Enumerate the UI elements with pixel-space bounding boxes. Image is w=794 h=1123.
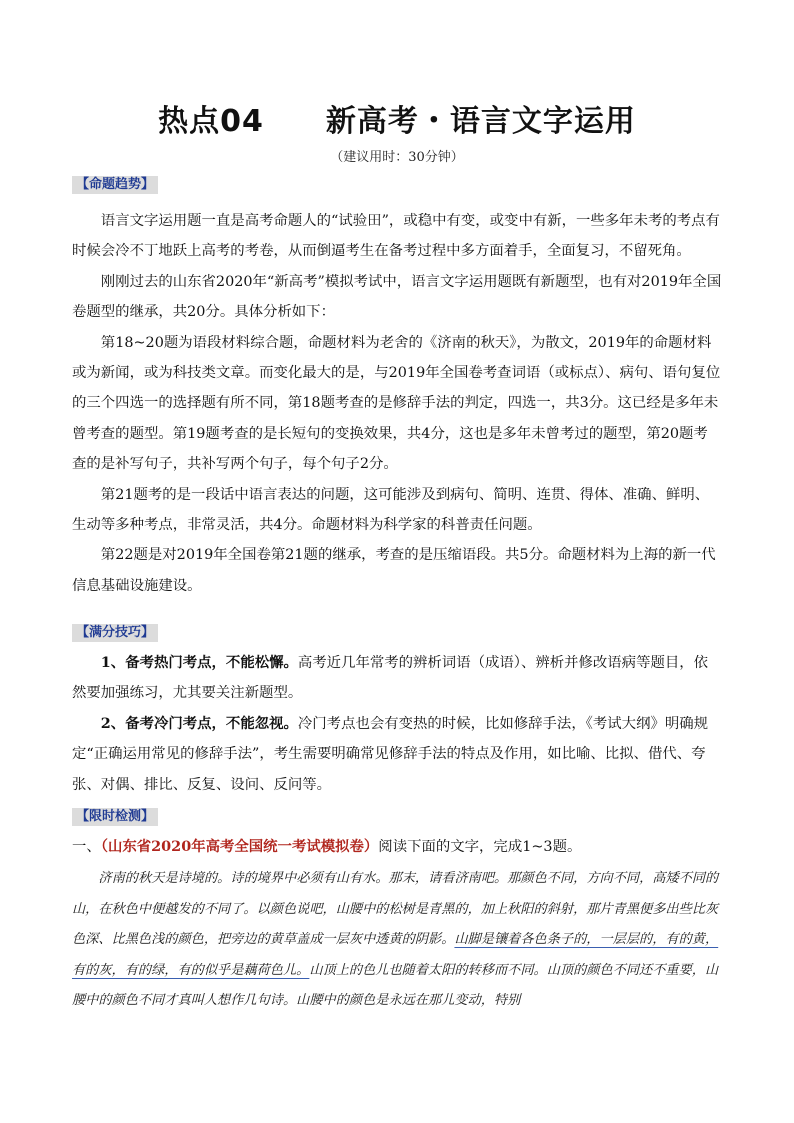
passage-part-2: 山顶上的色儿也随着太阳的转移而不同。山顶的颜色不同还不重要，山腰中的颜色不同才真叫人想作几句诗。山腰中的颜色是永远在那儿变动，特别 bbox=[72, 962, 719, 1008]
title-topic-number: 热点04 bbox=[158, 104, 264, 139]
trend-paragraph-3: 第18~20题为语段材料综合题，命题材料为老舍的《济南的秋天》，为散文，2019年的命题材料或为新闻，或为科技类文章。而变化最大的是，与2019年全国卷考查词语（或标点）、病句、语句复位的三个四选一的选择题有所不同，第18题考查的是修辞手法的判定，四选一，共3分。这已经是多年未曾考查的题型。第19题考查的是长短句的变换效果，共4分，这也是多年未曾考过的题型，第20题考查的是补写句子，共补写两个句子，每个句子2分。 bbox=[72, 334, 721, 473]
skill-item-1 bbox=[72, 648, 722, 709]
section-tag-trend: 【命题趋势】 bbox=[72, 176, 158, 194]
passage-underlined-sentence: 山脚是镶着各色条子的，一层层的，有的黄，有的灰，有的绿，有的似乎是藕荷色儿。 bbox=[72, 932, 719, 978]
question-prompt bbox=[72, 832, 722, 862]
trend-paragraph-4: 第21题考的是一段话中语言表达的问题，这可能涉及到病句、简明、连贯、得体、准确、鲜明、生动等多种考点，非常灵活，共4分。命题材料为科学家的科普责任问题。 bbox=[72, 486, 710, 534]
title-topic-name: 新高考・语言文字运用 bbox=[325, 104, 636, 139]
section-tag-test: 【限时检测】 bbox=[72, 808, 158, 826]
trend-paragraph-1: 语言文字运用题一直是高考命题人的“试验田”，或稳中有变，或变中有新，一些多年未考的考点有时候会冷不丁地跃上高考的考卷，从而倒逼考生在备考过程中多方面着手，全面复习，不留死角。 bbox=[72, 213, 720, 260]
reading-passage bbox=[72, 864, 722, 1017]
trend-section bbox=[72, 206, 722, 601]
question-source: （山东省2020年高考全国统一考试模拟卷） bbox=[100, 838, 379, 855]
question-number: 一、 bbox=[72, 839, 101, 855]
skill-1-heading: 1、备考热门考点，不能松懈。 bbox=[100, 654, 298, 671]
skill-1-text: 高考近几年常考的辨析词语（成语）、辨析并修改语病等题目，依然要加强练习，尤其要关注新题型。 bbox=[72, 655, 709, 702]
question-line bbox=[72, 832, 722, 862]
page-title bbox=[0, 96, 794, 140]
suggested-time: （建议用时：30分钟） bbox=[330, 150, 464, 165]
skill-2-heading: 2、备考冷门考点，不能忽视。 bbox=[100, 714, 298, 732]
skill-item-2 bbox=[72, 709, 722, 800]
section-tag-skills: 【满分技巧】 bbox=[72, 624, 158, 642]
skill-2-text: 冷门考点也会有变热的时候，比如修辞手法，《考试大纲》明确规定“正确运用常见的修辞手法”，考生需要明确常见修辞手法的特点及作用，如比喻、比拟、借代、夸张、对偶、排比、反复、设问、反问等。 bbox=[72, 715, 709, 793]
question-instruction: 阅读下面的文字，完成1~3题。 bbox=[378, 839, 582, 855]
trend-paragraph-5: 第22题是对2019年全国卷第21题的继承，考查的是压缩语段。共5分。命题材料为上海的新一代信息基础设施建设。 bbox=[72, 547, 716, 594]
skills-section bbox=[72, 648, 722, 800]
passage-part-1: 济南的秋天是诗境的。诗的境界中必须有山有水。那末，请看济南吧。那颜色不同，方向不同，高矮不同的山，在秋色中便越发的不同了。以颜色说吧，山腰中的松树是青黑的，加上秋阳的斜射，那片青黑便多出些比灰色深、比黑色浅的颜色，把旁边的黄草盖成一层灰中透黄的阴影。 bbox=[72, 871, 719, 947]
trend-paragraph-2: 刚刚过去的山东省2020年“新高考”模拟考试中，语言文字运用题既有新题型，也有对2019年全国卷题型的继承，共20分。具体分析如下： bbox=[72, 273, 722, 321]
